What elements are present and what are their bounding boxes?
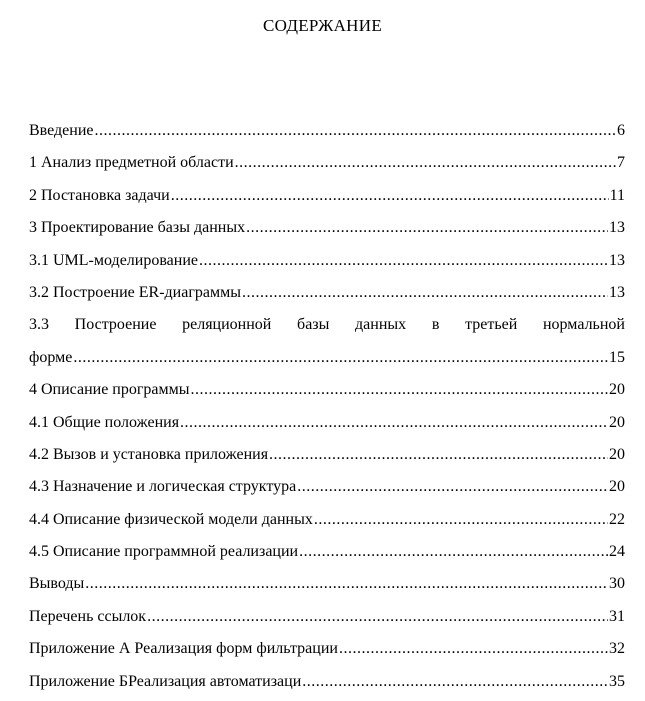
toc-entry-conclusions[interactable] [29,571,625,603]
toc-entry-page: 11 [609,186,625,204]
toc-entry-word: в [431,316,440,334]
toc-entry-word: базы [297,316,330,334]
table-of-contents [29,118,625,701]
toc-entry-label: Приложение БРеализация автоматизаци [29,672,302,690]
toc-entry-section-4-3[interactable] [29,474,625,506]
toc-entry-word: реляционной [182,316,272,334]
toc-entry-section-4-4[interactable] [29,507,625,539]
toc-leader-dots [199,252,608,270]
toc-entry-section-3-3-continued[interactable] [29,345,625,377]
toc-entry-label: 3.1 UML-моделирование [29,251,199,269]
toc-entry-section-3-3[interactable] [29,312,625,344]
toc-entry-label: форме [29,348,73,366]
toc-leader-dots [339,640,608,658]
toc-entry-word: третьей [465,316,518,334]
toc-entry-label: Введение [29,122,94,139]
toc-entry-label: 1 Анализ предметной области [29,154,234,172]
toc-entry-page: 6 [617,122,625,139]
toc-entry-section-3-1[interactable] [29,248,625,280]
toc-leader-dots [235,154,616,172]
toc-entry-word: 3.3 [29,316,49,334]
toc-entry-label: 2 Постановка задачи [29,186,170,204]
toc-entry-page: 35 [609,672,625,690]
toc-entry-label: 3 Проектирование базы данных [29,219,246,237]
toc-entry-appendix-b[interactable] [29,669,625,701]
toc-entry-label: Приложение А Реализация форм фильтрации [29,640,338,658]
toc-entry-label: 4 Описание программы [29,381,190,399]
toc-entry-page: 13 [609,283,625,301]
toc-leader-dots [171,187,609,205]
toc-entry-word: Построение [74,316,157,334]
toc-leader-dots [180,414,608,432]
toc-entry-page: 22 [609,510,625,528]
toc-entry-section-4-2[interactable] [29,442,625,474]
toc-entry-section-1[interactable] [29,150,625,182]
toc-entry-label: Выводы [29,575,85,593]
toc-entry-label: Перечень ссылок [29,607,147,625]
toc-entry-section-2[interactable] [29,183,625,215]
toc-entry-label: 4.3 Назначение и логическая структура [29,478,297,496]
toc-leader-dots [95,122,617,140]
toc-entry-page: 20 [609,445,625,463]
toc-entry-page: 15 [609,348,625,366]
toc-entry-appendix-a[interactable] [29,636,625,668]
toc-entry-section-3-2[interactable] [29,280,625,312]
toc-entry-page: 32 [609,640,625,658]
toc-entry-section-4-1[interactable] [29,410,625,442]
toc-leader-dots [314,511,608,529]
toc-leader-dots [191,381,608,399]
toc-leader-dots [302,673,608,691]
toc-entry-page: 20 [609,413,625,431]
toc-entry-label [29,316,625,334]
toc-entry-label: 4.1 Общие положения [29,413,180,431]
toc-entry-page: 20 [609,478,625,496]
toc-entry-section-4-5[interactable] [29,539,625,571]
toc-leader-dots [297,478,608,496]
toc-leader-dots [242,284,608,302]
toc-entry-page: 30 [609,575,625,593]
toc-entry-section-4[interactable] [29,377,625,409]
toc-entry-references[interactable] [29,604,625,636]
toc-entry-section-3[interactable] [29,215,625,247]
toc-entry-word: данных [355,316,407,334]
toc-leader-dots [147,608,608,626]
toc-entry-label: 3.2 Построение ER-диаграммы [29,283,242,301]
toc-leader-dots [73,349,608,367]
toc-entry-page: 31 [609,607,625,625]
toc-entry-page: 7 [617,154,625,172]
toc-leader-dots [269,446,608,464]
toc-entry-label: 4.5 Описание программной реализации [29,543,299,561]
toc-entry-page: 20 [609,381,625,399]
toc-leader-dots [299,543,608,561]
toc-entry-label: 4.4 Описание физической модели данных [29,510,313,528]
toc-entry-label: 4.2 Вызов и установка приложения [29,445,269,463]
toc-entry-introduction[interactable] [29,118,625,150]
toc-leader-dots [246,219,608,237]
toc-entry-word: нормальной [542,316,625,334]
toc-entry-page: 13 [609,219,625,237]
toc-entry-page: 24 [609,543,625,561]
toc-leader-dots [85,575,608,593]
page-title: СОДЕРЖАНИЕ [262,16,383,35]
toc-entry-page: 13 [609,251,625,269]
